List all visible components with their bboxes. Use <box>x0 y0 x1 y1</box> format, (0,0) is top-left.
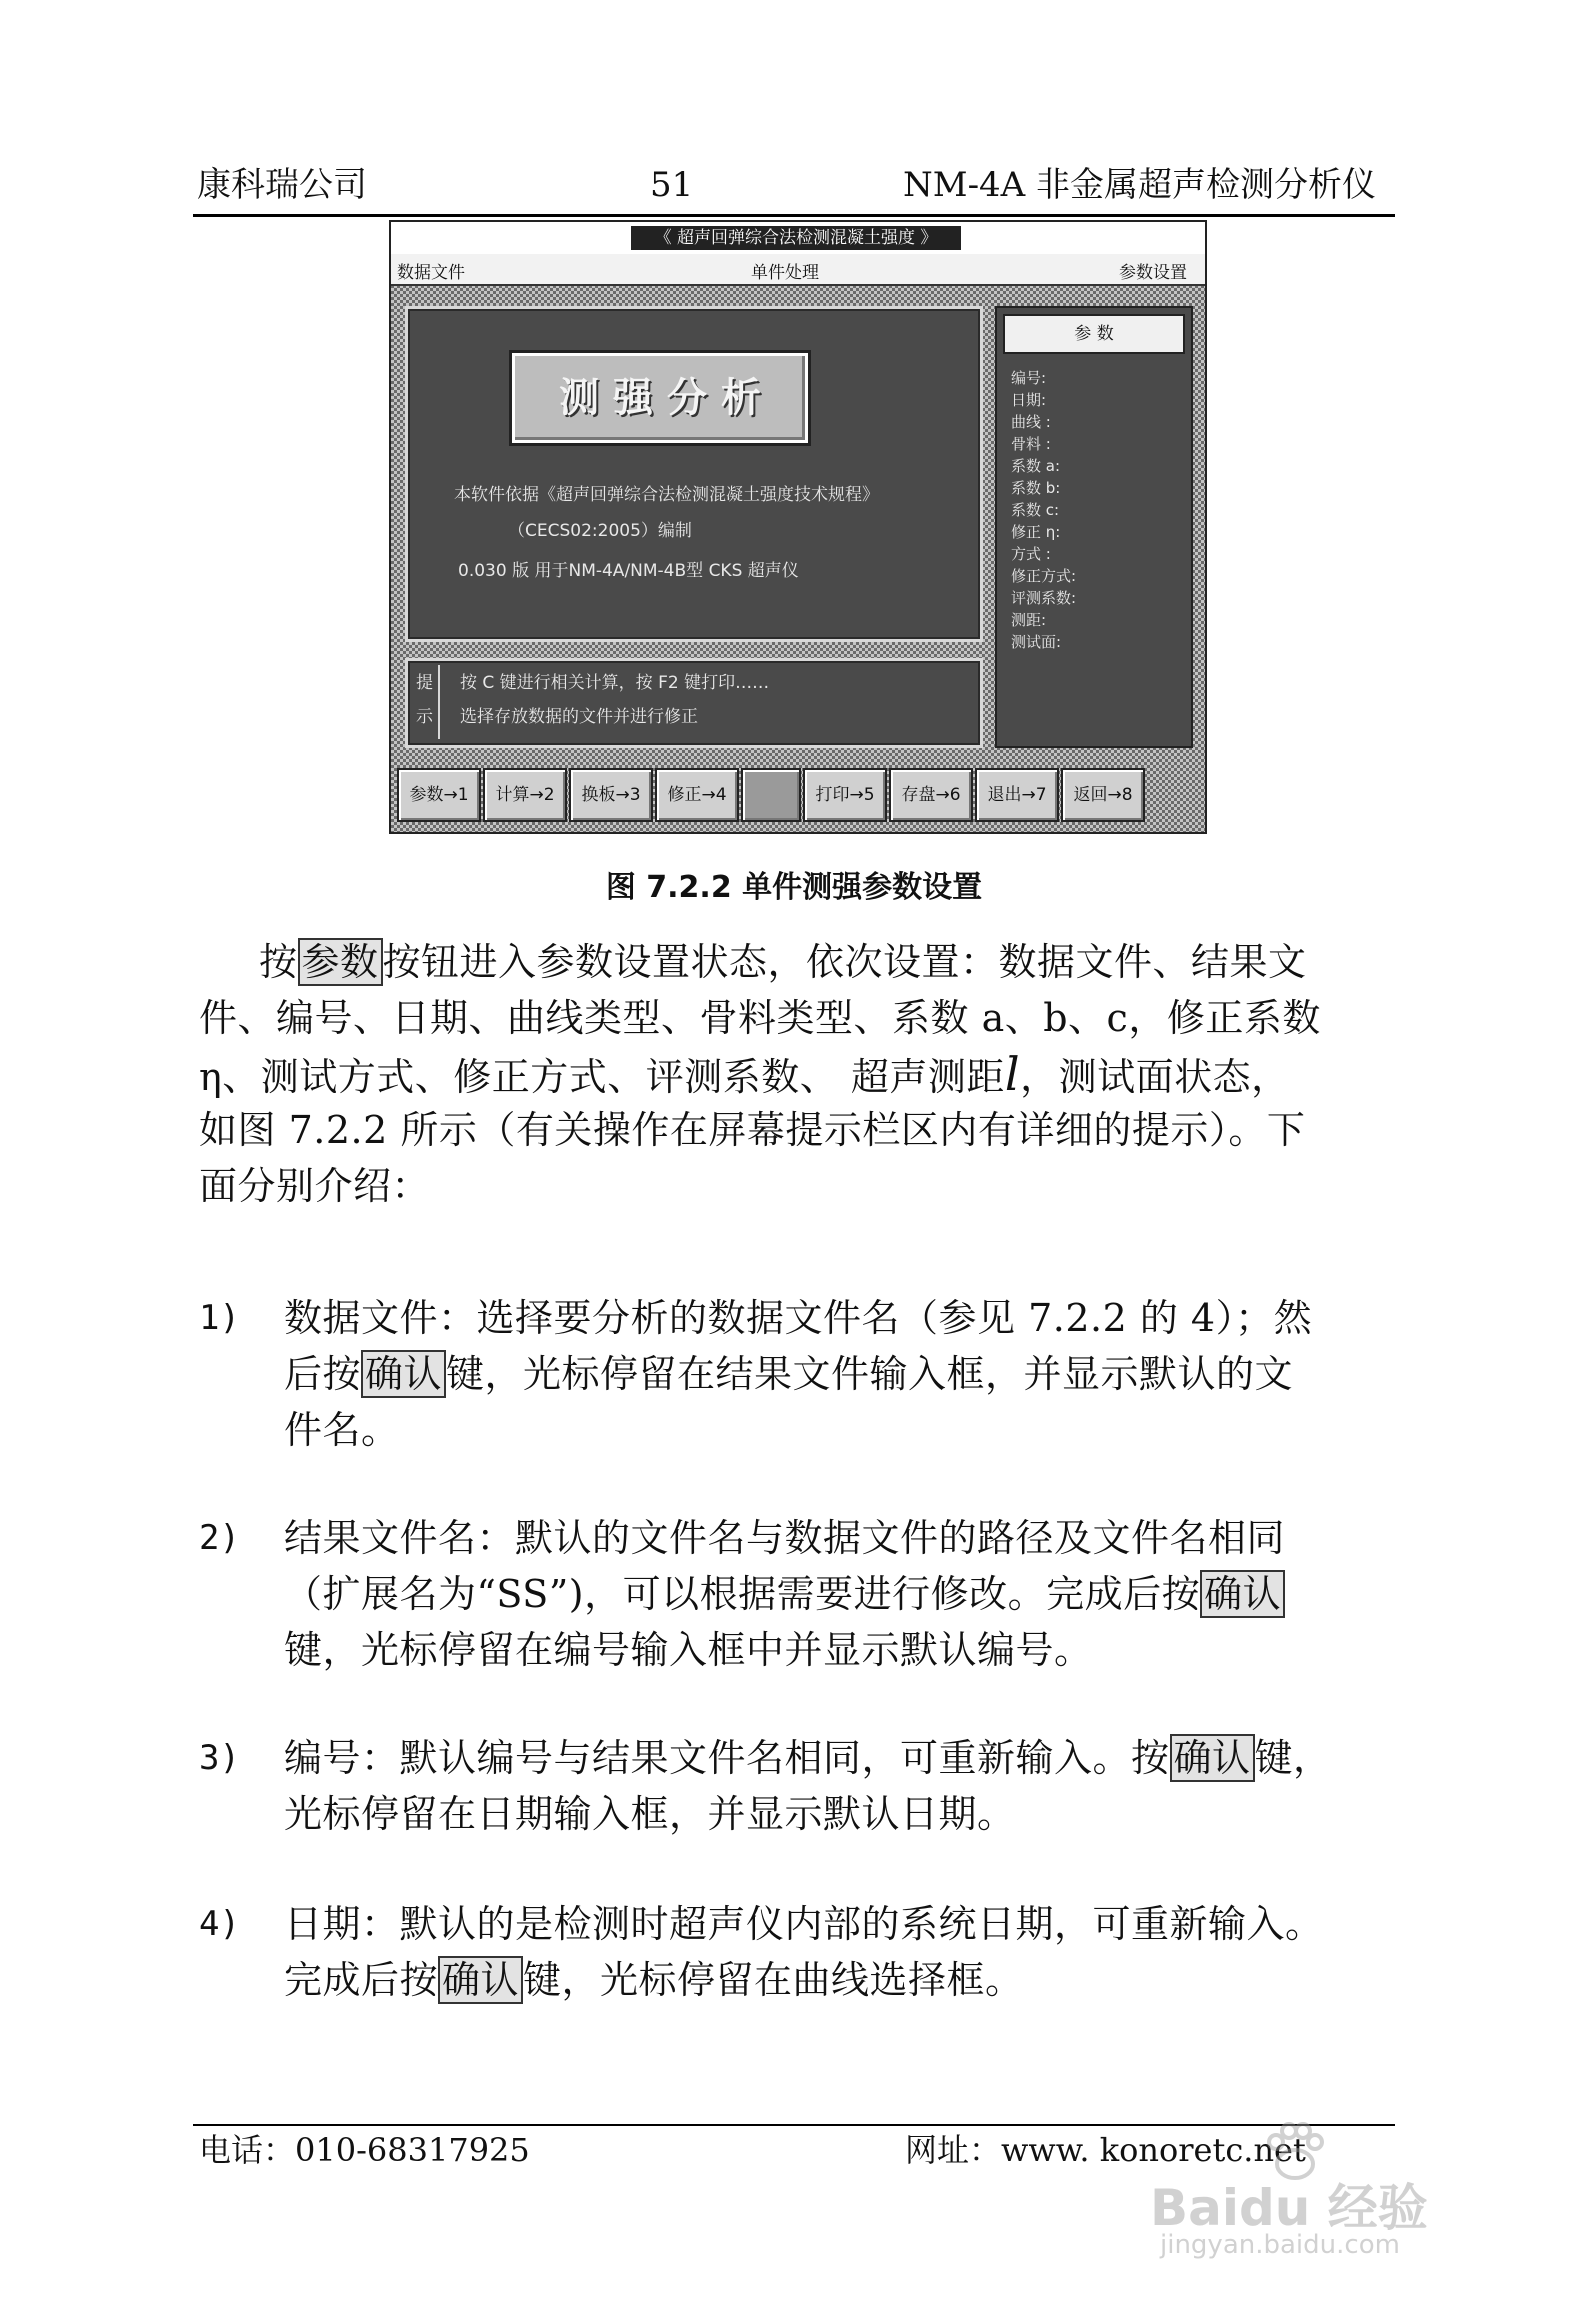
footer-phone: 电话：010-68317925 <box>199 2131 530 2169</box>
blank-function-key[interactable] <box>741 768 801 822</box>
menu-param-settings[interactable]: 参数设置 <box>1119 263 1187 283</box>
intro-line-1 <box>259 936 1307 988</box>
function-key-button[interactable]: 打印→5 <box>803 768 887 822</box>
item-1-text-a: 后按 <box>284 1352 362 1396</box>
page-number: 51 <box>650 165 694 205</box>
program-version: 0.030 版 用于NM-4A/NM-4B型 CKS 超声仪 <box>458 561 799 581</box>
item-3-line-2: 光标停留在日期输入框，并显示默认日期。 <box>284 1792 1016 1836</box>
prompt-panel <box>405 658 983 748</box>
intro-line-4: 如图 7.2.2 所示（有关操作在屏幕提示栏区内有详细的提示）。下 <box>199 1108 1306 1152</box>
item-1-line-3: 件名。 <box>284 1408 400 1452</box>
screen-title-bar <box>391 222 1205 254</box>
item-2-line-3: 键，光标停留在编号输入框中并显示默认编号。 <box>284 1628 1093 1672</box>
param-label: 测距: <box>1011 611 1047 629</box>
function-key-button[interactable]: 返回→8 <box>1061 768 1145 822</box>
function-key-button[interactable]: 换板→3 <box>569 768 653 822</box>
header-company: 康科瑞公司 <box>197 165 367 205</box>
confirm-key: 确认 <box>1200 1570 1285 1618</box>
program-description-1: 本软件依据《超声回弹综合法检测混凝土强度技术规程》 <box>454 485 879 505</box>
prompt-label-2: 示 <box>416 707 433 727</box>
function-key-button[interactable]: 修正→4 <box>655 768 739 822</box>
param-label: 方式 : <box>1011 545 1051 563</box>
item-4-text-b: 键，光标停留在曲线选择框。 <box>523 1958 1024 2002</box>
confirm-key: 确认 <box>1170 1734 1255 1782</box>
item-1-number: 1) <box>199 1298 240 1338</box>
param-label: 曲线 : <box>1011 413 1051 431</box>
intro-line-3 <box>199 1048 1290 1103</box>
item-3-line-1 <box>284 1732 1332 1784</box>
watermark-url: jingyan.baidu.com <box>1160 2230 1400 2260</box>
intro-text-a: 按 <box>259 940 298 984</box>
param-label: 系数 b: <box>1011 479 1061 497</box>
param-label: 修正 η: <box>1011 523 1061 541</box>
item-3-text-b: 键， <box>1254 1736 1332 1780</box>
item-1-line-2 <box>284 1348 1293 1400</box>
params-title: 参 数 <box>1003 314 1185 354</box>
prompt-line-1: 按 C 键进行相关计算，按 F2 键打印…… <box>460 673 770 693</box>
figure-caption: 图 7.2.2 单件测强参数设置 <box>605 870 983 905</box>
intro-line-5: 面分别介绍： <box>199 1164 431 1208</box>
watermark-brand: Baidu 经验 <box>1150 2179 1428 2237</box>
intro-text-b: 按钮进入参数设置状态，依次设置：数据文件、结果文 <box>382 940 1307 984</box>
menu-single-process[interactable]: 单件处理 <box>751 263 819 283</box>
screen-title: 《 超声回弹综合法检测混凝土强度 》 <box>631 226 961 250</box>
software-screen-figure <box>389 220 1207 834</box>
item-2-line-2 <box>284 1568 1285 1620</box>
program-logo: 测 强 分 析 <box>512 353 808 443</box>
item-1-text-b: 键，光标停留在结果文件输入框，并显示默认的文 <box>446 1352 1294 1396</box>
item-4-text-a: 完成后按 <box>284 1958 439 2002</box>
item-2-text-a: （扩展名为“SS”)，可以根据需要进行修改。完成后按 <box>284 1572 1201 1616</box>
function-key-button[interactable]: 存盘→6 <box>889 768 973 822</box>
header-rule <box>193 214 1395 217</box>
item-3-text-a: 编号：默认编号与结果文件名相同，可重新输入。按 <box>284 1736 1170 1780</box>
function-key-button[interactable]: 参数→1 <box>397 768 481 822</box>
function-key-button[interactable]: 计算→2 <box>483 768 567 822</box>
item-4-line-2 <box>284 1954 1024 2006</box>
distance-symbol: l <box>1004 1047 1021 1101</box>
item-3-number: 3) <box>199 1738 240 1778</box>
item-1-line-1: 数据文件：选择要分析的数据文件名（参见 7.2.2 的 4）；然 <box>284 1296 1313 1340</box>
param-label: 修正方式: <box>1011 567 1077 585</box>
header-product: NM-4A 非金属超声检测分析仪 <box>903 165 1377 205</box>
prompt-label-1: 提 <box>416 673 433 693</box>
param-label: 编号: <box>1011 369 1047 387</box>
menu-data-file[interactable]: 数据文件 <box>397 263 465 283</box>
param-label: 系数 c: <box>1011 501 1060 519</box>
params-panel <box>995 306 1193 748</box>
param-label: 评测系数: <box>1011 589 1077 607</box>
screen-menu-bar <box>391 254 1205 286</box>
confirm-key: 确认 <box>438 1956 523 2004</box>
item-4-number: 4) <box>199 1904 240 1944</box>
intro-line-3b: ，测试面状态， <box>1020 1055 1290 1099</box>
footer-website: 网址：www. konoretc.net <box>905 2131 1306 2169</box>
prompt-divider <box>438 665 440 739</box>
item-2-number: 2) <box>199 1518 240 1558</box>
item-4-line-1: 日期：默认的是检测时超声仪内部的系统日期，可重新输入。 <box>284 1902 1324 1946</box>
program-description-2: （CECS02:2005）编制 <box>508 521 692 541</box>
param-label: 日期: <box>1011 391 1047 409</box>
params-key: 参数 <box>298 938 383 986</box>
baidu-watermark <box>1150 2118 1510 2258</box>
param-label: 系数 a: <box>1011 457 1061 475</box>
prompt-line-2: 选择存放数据的文件并进行修正 <box>460 707 698 727</box>
param-label: 骨料 : <box>1011 435 1051 453</box>
param-label: 测试面: <box>1011 633 1062 651</box>
confirm-key: 确认 <box>361 1350 446 1398</box>
intro-line-2: 件、编号、日期、曲线类型、骨料类型、系数 a、b、c，修正系数 <box>199 996 1321 1040</box>
intro-line-3a: η、测试方式、修正方式、评测系数、 超声测距 <box>199 1055 1005 1099</box>
item-2-line-1: 结果文件名：默认的文件名与数据文件的路径及文件名相同 <box>284 1516 1286 1560</box>
main-panel <box>405 306 983 642</box>
function-key-button[interactable]: 退出→7 <box>975 768 1059 822</box>
